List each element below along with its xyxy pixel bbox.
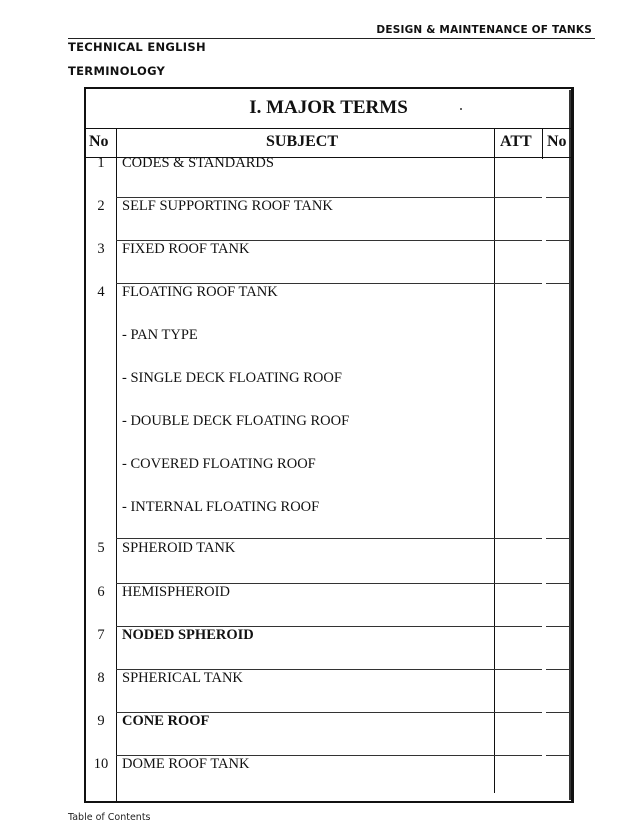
row-number: 8 [97,670,105,686]
table-title: I. MAJOR TERMS [249,97,408,118]
row-divider [116,197,542,198]
row-divider [116,240,542,241]
header-divider [68,38,595,39]
row-number: 6 [97,584,105,600]
row-divider [116,712,542,713]
terms-table [84,87,574,803]
row-divider-right [546,712,570,713]
header-topic-line: TERMINOLOGY [68,64,166,78]
row-number: 5 [97,540,105,556]
row-number: 9 [97,713,105,729]
row-divider-right [546,669,570,670]
column-divider-att [542,129,543,159]
row-number: 10 [93,756,109,772]
row-subitem: - PAN TYPE [122,327,198,343]
row-divider-right [546,240,570,241]
row-divider-right [546,197,570,198]
row-divider [116,755,542,756]
row-subject: HEMISPHEROID [122,584,230,600]
row-subitem: - COVERED FLOATING ROOF [122,456,316,472]
column-header-att: ATT [500,133,532,150]
row-number: 3 [97,241,105,257]
row-divider [116,583,542,584]
row-subject: SPHEROID TANK [122,540,236,556]
row-divider-right [546,755,570,756]
row-divider [116,283,542,284]
row-subitem: - SINGLE DECK FLOATING ROOF [122,370,342,386]
column-header-no-2: No [547,133,567,150]
row-subject: CONE ROOF [122,713,210,729]
row-subject: SELF SUPPORTING ROOF TANK [122,198,333,214]
row-divider [116,626,542,627]
row-subject: NODED SPHEROID [122,627,254,643]
row-divider-right [546,538,570,539]
row-number: 1 [97,155,105,171]
row-subitem: - DOUBLE DECK FLOATING ROOF [122,413,350,429]
column-header-subject: SUBJECT [266,133,339,150]
title-divider [86,128,571,129]
row-subitem: - INTERNAL FLOATING ROOF [122,499,320,515]
document-header-title: DESIGN & MAINTENANCE OF TANKS [376,24,592,36]
column-header-no: No [89,133,109,150]
column-divider-no [116,129,117,801]
row-number: 7 [97,627,105,643]
row-divider-right [546,283,570,284]
row-subject: FLOATING ROOF TANK [122,284,278,300]
header-subject-line: TECHNICAL ENGLISH [68,40,206,54]
row-divider-right [546,626,570,627]
row-subject: CODES & STANDARDS [122,155,274,171]
row-subject: FIXED ROOF TANK [122,241,250,257]
scan-speck [460,108,462,110]
row-subject: SPHERICAL TANK [122,670,243,686]
row-divider [116,538,542,539]
row-number: 2 [97,198,105,214]
row-subject: DOME ROOF TANK [122,756,250,772]
row-divider-right [546,583,570,584]
row-number: 4 [97,284,105,300]
footer-label: Table of Contents [68,812,151,823]
row-divider [116,669,542,670]
column-divider-subject [494,129,495,793]
